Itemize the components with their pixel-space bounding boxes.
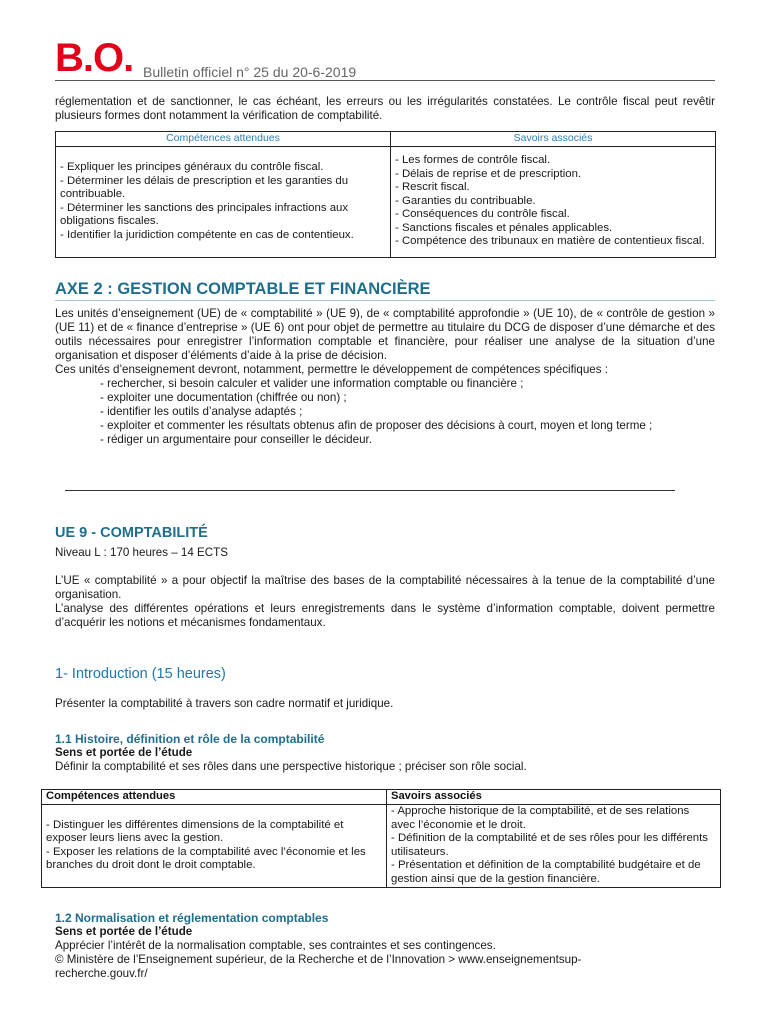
list-item: - Sanctions fiscales et pénales applicables. [395,221,613,234]
list-item: - Expliquer les principes généraux du contrôle fiscal. [60,161,324,173]
col-header-savoirs: Savoirs associés [391,132,716,147]
footer-copyright: © Ministère de l’Enseignement supérieur, de la Recherche et de l’Innovation > www.enseignementsup-recherche.gouv.fr/ [55,953,582,980]
savoirs-cell [391,146,716,257]
list-item: - exploiter et commenter les résultats obtenus afin de proposer des décisions à court, moyen et long terme ; [100,419,653,432]
competences-cell [42,804,387,887]
list-item: - Distinguer les différentes dimensions de la comptabilité et exposer leurs liens avec la gestion. [46,818,344,844]
bulletin-subtitle: Bulletin officiel n° 25 du 20-6-2019 [143,64,357,80]
axe2-heading: AXE 2 : GESTION COMPTABLE ET FINANCIÈRE [55,280,431,298]
list-item: - Présentation et définition de la comptabilité budgétaire et de gestion ainsi que de la gestion financière. [391,859,701,885]
col-header-savoirs: Savoirs associés [387,790,721,805]
list-item: - Définition de la comptabilité et de ses rôles pour les différents utilisateurs. [391,832,708,858]
list-item: - rechercher, si besoin calculer et valider une information comptable ou financière ; [100,377,524,390]
list-item: - Approche historique de la comptabilité, et de ses relations avec l’économie et le droit. [391,805,690,831]
table-row [42,804,721,887]
ue9-niveau: Niveau L : 170 heures – 14 ECTS [55,546,228,559]
list-item: - rédiger un argumentaire pour conseiller le décideur. [100,433,372,446]
axe2-competences-intro: Ces unités d’enseignement devront, notamment, permettre le développement de compétences spécifiques : [55,363,608,376]
section-1-1-text: Définir la comptabilité et ses rôles dans une perspective historique ; préciser son rôle social. [55,760,527,773]
section-1-1-sens-label: Sens et portée de l’étude [55,746,193,759]
table-row [56,146,716,257]
header-divider [55,80,715,81]
axe2-paragraph: Les unités d’enseignement (UE) de « comptabilité » (UE 9), de « comptabilité approfondie » (UE 10), de « contrôle de gestion » (UE 11) et de « finance d’entreprise » (UE 6) ont pour objet de permettre au titulaire du DCG de disposer d’une démarche et des outils nécessaires pour enregistrer l’information comptable et financière, pour réaliser une analyse de la situation d’une organisation et disposer d’éléments d’aide à la prise de décision. [55,307,715,362]
axe2-divider [55,300,715,301]
section-1-2-heading: 1.2 Normalisation et réglementation comptables [55,911,329,925]
list-item: - Garanties du contribuable. [395,194,536,207]
section-separator [65,490,675,491]
section-1-text: Présenter la comptabilité à travers son cadre normatif et juridique. [55,697,394,710]
axe2-bullet-list [100,377,714,447]
ue9-paragraph-objectif: L’UE « comptabilité » a pour objectif la maîtrise des bases de la comptabilité nécessaires à la tenue de la comptabilité d’une organisation. [55,574,715,601]
col-header-competences: Compétences attendues [56,132,391,147]
table-header-row [42,790,721,805]
section-1-2-text: Apprécier l’intérêt de la normalisation comptable, ses contraintes et ses contingences. [55,939,496,952]
savoirs-cell [387,804,721,887]
table-histoire-comptabilite [41,789,721,888]
ue9-heading: UE 9 - COMPTABILITÉ [55,525,208,541]
section-1-1-heading: 1.1 Histoire, définition et rôle de la comptabilité [55,732,325,746]
section-1-heading: 1- Introduction (15 heures) [55,666,226,682]
list-item: - Compétence des tribunaux en matière de contentieux fiscal. [395,235,705,248]
table-controle-fiscal [55,131,716,258]
list-item: - exploiter une documentation (chiffrée ou non) ; [100,391,347,404]
bo-logo: B.O. [55,36,134,80]
list-item: - Les formes de contrôle fiscal. [395,154,551,167]
section-1-2-sens-label: Sens et portée de l’étude [55,925,193,938]
competences-cell [56,146,391,257]
col-header-competences: Compétences attendues [42,790,387,805]
list-item: - Délais de reprise et de prescription. [395,167,582,180]
list-item: - Identifier la juridiction compétente en cas de contentieux. [60,228,354,241]
intro-paragraph: réglementation et de sanctionner, le cas échéant, les erreurs ou les irrégularités constatées. Le contrôle fiscal peut revêtir plusieurs formes dont notamment la vérification de comptabilité. [55,95,715,122]
ue9-paragraph-analyse: L’analyse des différentes opérations et leurs enregistrements dans le système d’information comptable, doivent permettre d’acquérir les notions et mécanismes fondamentaux. [55,602,715,629]
list-item: - Exposer les relations de la comptabilité avec l’économie et les branches du droit dont le droit comptable. [46,845,366,871]
list-item: - Déterminer les sanctions des principales infractions aux obligations fiscales. [60,201,349,227]
list-item: - identifier les outils d’analyse adaptés ; [100,405,303,418]
list-item: - Conséquences du contrôle fiscal. [395,208,570,221]
list-item: - Déterminer les délais de prescription et les garanties du contribuable. [60,174,349,200]
list-item: - Rescrit fiscal. [395,181,470,194]
table-header-row [56,132,716,147]
